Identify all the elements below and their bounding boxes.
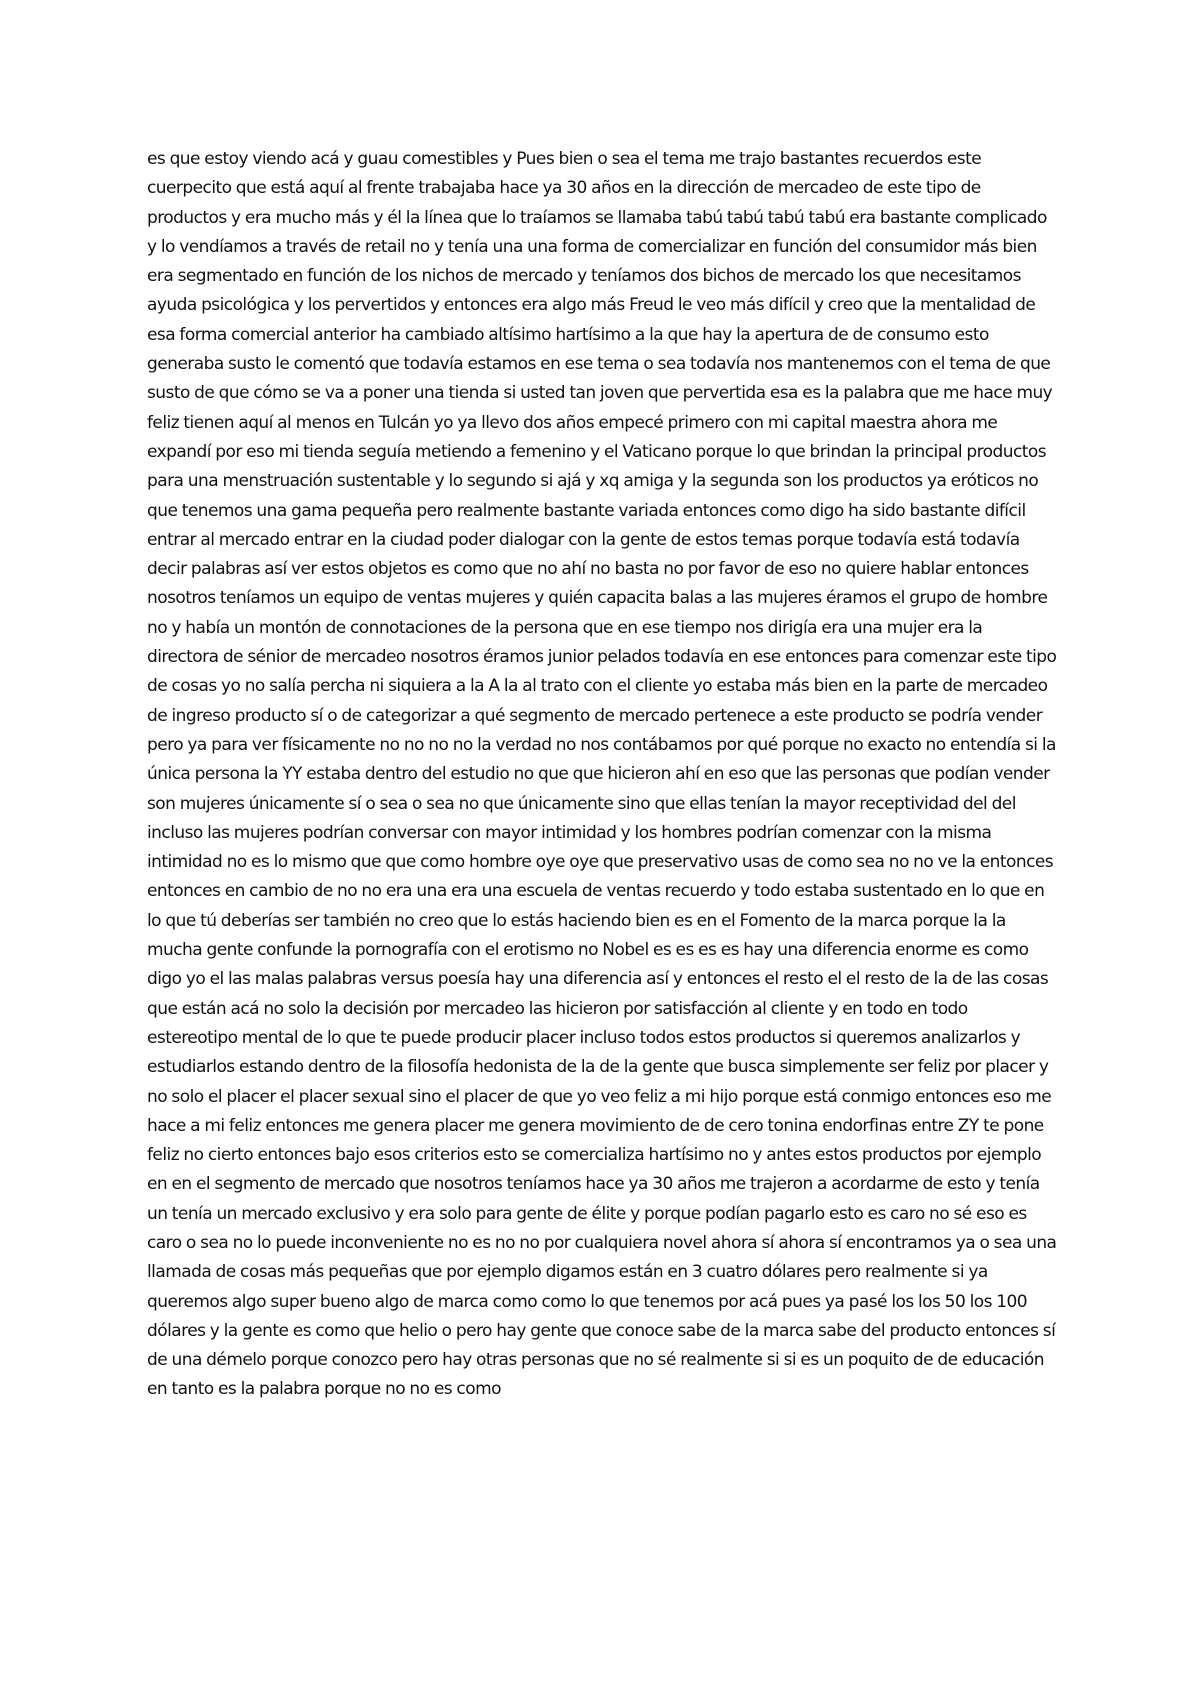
body-paragraph: es que estoy viendo acá y guau comestibles y Pues bien o sea el tema me trajo bastantes recuerdos este cuerpecito que está aquí al frente trabajaba hace ya 30 años en la dirección de mercadeo de este tipo de productos y era mucho más y él la línea que lo traíamos se llamaba tabú tabú tabú tabú era bastante complicado y lo vendíamos a través de retail no y tenía una una forma de comercializar en función del consumidor más bien era segmentado en función de los nichos de mercado y teníamos dos bichos de mercado los que necesitamos ayuda psicológica y los pervertidos y entonces era algo más Freud le veo más difícil y creo que la mentalidad de esa forma comercial anterior ha cambiado altísimo hartísimo a la que hay la apertura de de consumo esto generaba susto le comentó que todavía estamos en ese tema o sea todavía nos mantenemos con el tema de que susto de que cómo se va a poner una tienda si usted tan joven que pervertida esa es la palabra que me hace muy feliz tienen aquí al menos en Tulcán yo ya llevo dos años empecé primero con mi capital maestra ahora me expandí por eso mi tienda seguía metiendo a femenino y el Vaticano porque lo que brindan la principal productos para una menstruación sustentable y lo segundo si ajá y xq amiga y la segunda son los productos ya eróticos no que tenemos una gama pequeña pero realmente bastante variada entonces como digo ha sido bastante difícil entrar al mercado entrar en la ciudad poder dialogar con la gente de estos temas porque todavía está todavía decir palabras así ver estos objetos es como que no ahí no basta no por favor de eso no quiere hablar entonces nosotros teníamos un equipo de ventas mujeres y quién capacita balas a las mujeres éramos el grupo de hombre no y había un montón de connotaciones de la persona que en ese tiempo nos dirigía era una mujer era la directora de sénior de mercadeo nosotros éramos junior pelados todavía en ese entonces para comenzar este tipo de cosas yo no salía percha ni siquiera a la A la al trato con el cliente yo estaba más bien en la parte de mercadeo de ingreso producto sí o de categorizar a qué segmento de mercado pertenece a este producto se podría vender pero ya para ver físicamente no no no no la verdad no nos contábamos por qué porque no exacto no entendía si la única persona la YY estaba dentro del estudio no que que hicieron ahí en eso que las personas que podían vender son mujeres únicamente sí o sea o sea no que únicamente sino que ellas tenían la mayor receptividad del del incluso las mujeres podrían conversar con mayor intimidad y los hombres podrían comenzar con la misma intimidad no es lo mismo que que como hombre oye oye que preservativo usas de como sea no no ve la entonces entonces en cambio de no no era una era una escuela de ventas recuerdo y todo estaba sustentado en lo que en lo que tú deberías ser también no creo que lo estás haciendo bien es en el Fomento de la marca porque la la mucha gente confunde la pornografía con el erotismo no Nobel es es es es hay una diferencia enorme es como digo yo el las malas palabras versus poesía hay una diferencia así y entonces el resto el el resto de la de las cosas que están acá no solo la decisión por mercadeo las hicieron por satisfacción al cliente y en todo en todo estereotipo mental de lo que te puede producir placer incluso todos estos productos si queremos analizarlos y estudiarlos estando dentro de la filosofía hedonista de la de la gente que busca simplemente ser feliz por placer y no solo el placer el placer sexual sino el placer de que yo veo feliz a mi hijo porque está conmigo entonces eso me hace a mi feliz entonces me genera placer me genera movimiento de de cero tonina endorfinas entre ZY te pone feliz no cierto entonces bajo esos criterios esto se comercializa hartísimo no y antes estos productos por ejemplo en en el segmento de mercado que nosotros teníamos hace ya 30 años me trajeron a acordarme de esto y tenía un tenía un mercado exclusivo y era solo para gente de élite y porque podían pagarlo esto es caro no sé eso es caro o sea no lo puede inconveniente no es no no por cualquiera novel ahora sí ahora sí encontramos ya o sea una llamada de cosas más pequeñas que por ejemplo digamos están en 3 cuatro dólares pero realmente si ya queremos algo super bueno algo de marca como como lo que tenemos por acá pues ya pasé los los 50 los 100 dólares y la gente es como que helio o pero hay gente que conoce sabe de la marca sabe del producto entonces sí de una démelo porque conozco pero hay otras personas que no sé realmente si si es un poquito de de educación en tanto es la palabra porque no no es como xyxy=(147,149,1057,1400)
